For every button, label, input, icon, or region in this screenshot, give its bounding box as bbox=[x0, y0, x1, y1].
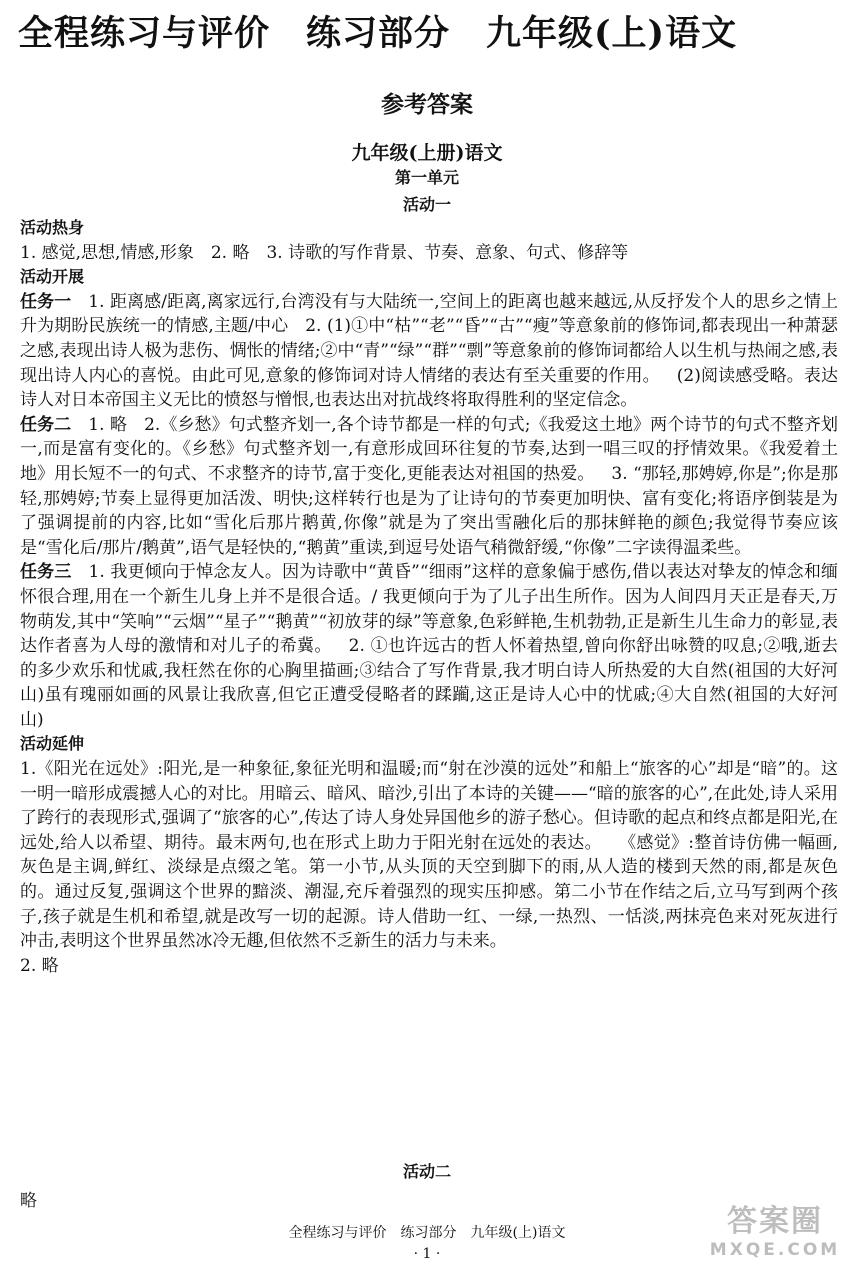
page-header-title: 全程练习与评价 练习部分 九年级(上)语文 bbox=[18, 13, 738, 54]
extend-answer-two: 2. 略 bbox=[20, 955, 59, 976]
section-heading-develop: 活动开展 bbox=[20, 267, 85, 287]
activity-one-title: 活动一 bbox=[402, 195, 451, 214]
answers-title: 参考答案 bbox=[381, 91, 473, 118]
watermark-logo bbox=[700, 1204, 850, 1274]
page-number: · 1 · bbox=[413, 1246, 441, 1262]
extend-answer-one: 1.《阳光在远处》:阳光,是一种象征,象征光明和温暖;而“射在沙漠的远处”和船上“旅客的心”却是“暗”的。这一明一暗形成震撼人心的对比。用暗云、暗风、暗沙,引出了本诗的关键——“暗的旅客的心”,在此处,诗人采用了跨行的表现形式,强调了“旅客的心”,传达了诗人身处异国他乡的游子愁心。但诗歌的起点和终点都是阳光,在远处,给人以希望、期待。最末两句,也在形式上助力于阳光射在远处的表达。 《感觉》:整首诗仿佛一幅画,灰色是主调,鲜红、淡绿是点缀之笔。第一小节,从头顶的天空到脚下的雨,从人造的楼到天然的雨,都是灰色的。通过反复,强调这个世界的黯淡、潮湿,充斥着强烈的现实压抑感。第二小节在作结之后,立马写到两个孩子,孩子就是生机和希望,就是改写一切的起源。诗人借助一红、一绿,一热烈、一恬淡,两抹亮色来对死灰进行冲击,表明这个世界虽然冰冷无趣,但依然不乏新生的活力与未来。 bbox=[20, 759, 838, 952]
watermark-main-text: 答案圈 bbox=[727, 1204, 823, 1239]
task-three-label: 任务三 bbox=[20, 562, 72, 583]
grade-title: 九年级(上册)语文 bbox=[351, 142, 503, 164]
unit-title: 第一单元 bbox=[394, 168, 459, 187]
section-heading-warmup: 活动热身 bbox=[20, 218, 85, 237]
task-one-paragraph bbox=[20, 290, 838, 413]
task-one-text: 1. 距离感/距离,离家远行,台湾没有与大陆统一,空间上的距离也越来越远,从反抒发个人的思乡之情上升为期盼民族统一的情感,主题/中心 2. (1)①中“枯”“老”“昏”“古”“瘦”等意象前的修饰词,都表现出一种萧瑟之感,表现出诗人极为悲伤、惆怅的情绪;②中“青”“绿”“群”“剽”等意象前的修饰词都给人以生机与热闹之感,表现出诗人内心的喜悦。由此可见,意象的修饰词对诗人情绪的表达有至关重要的作用。 (2)阅读感受略。表达诗人对日本帝国主义无比的愤怒与憎恨,也表达出对抗战终将取得胜利的坚定信念。 bbox=[20, 291, 838, 411]
activity-two-text: 略 bbox=[20, 1191, 37, 1211]
task-one-label: 任务一 bbox=[20, 291, 72, 312]
task-two-paragraph bbox=[20, 413, 838, 561]
activity-two-title: 活动二 bbox=[402, 1162, 451, 1181]
task-two-label: 任务二 bbox=[20, 414, 72, 435]
answer-content bbox=[20, 216, 838, 978]
task-three-text: 1. 我更倾向于悼念友人。因为诗歌中“黄昏”“细雨”这样的意象偏于感伤,借以表达对挚友的悼念和缅怀很合理,用在一个新生儿身上并不是很合适。/ 我更倾向于为了儿子出生所作。因为人间四月天正是春天,万物萌发,其中“笑响”“云烟”“星子”“鹅黄”“初放芽的绿”等意象,色彩鲜艳,生机勃勃,正是新生儿生命力的彰显,表达作者喜为人母的激情和对儿子的希冀。 2. ①也许远古的哲人怀着热望,曾向你舒出咏赞的叹息;②哦,逝去的多少欢乐和忧戚,我枉然在你的心胸里描画;③结合了写作背景,我才明白诗人所热爱的大自然(祖国的大好河山)虽有瑰丽如画的风景让我欣喜,但它正遭受侵略者的蹂躏,这正是诗人心中的忧戚;④大自然(祖国的大好河山) bbox=[20, 562, 838, 730]
task-three-paragraph bbox=[20, 560, 838, 732]
section-heading-extend: 活动延伸 bbox=[20, 734, 85, 754]
page-footer-title: 全程练习与评价 练习部分 九年级(上)语文 bbox=[288, 1225, 566, 1241]
task-two-text: 1. 略 2.《乡愁》句式整齐划一,各个诗节都是一样的句式;《我爱这土地》两个诗节的句式不整齐划一,而是富有变化的。《乡愁》句式整齐划一,有意形成回环往复的节奏,达到一唱三叹的抒情效果。《我爱着土地》用长短不一的句式、不求整齐的诗节,富于变化,更能表达对祖国的热爱。 3. “那轻,那娉婷,你是”;你是那轻,那娉婷;节奏上显得更加活泼、明快;这样转行也是为了让诗句的节奏更加明快、富有变化;将语序倒装是为了强调提前的内容,比如“雪化后那片鹅黄,你像”就是为了突出雪融化后的那抹鲜艳的颜色;我觉得节奏应该是“雪化后/那片/鹅黄”,语气是轻快的,“鹅黄”重读,到逗号处语气稍微舒缓,“你像”二字读得温柔些。 bbox=[20, 414, 838, 558]
watermark-sub-text: MXQE.COM bbox=[709, 1240, 841, 1260]
warmup-answers: 1. 感觉,思想,情感,形象 2. 略 3. 诗歌的写作背景、节奏、意象、句式、修辞等 bbox=[20, 242, 629, 263]
